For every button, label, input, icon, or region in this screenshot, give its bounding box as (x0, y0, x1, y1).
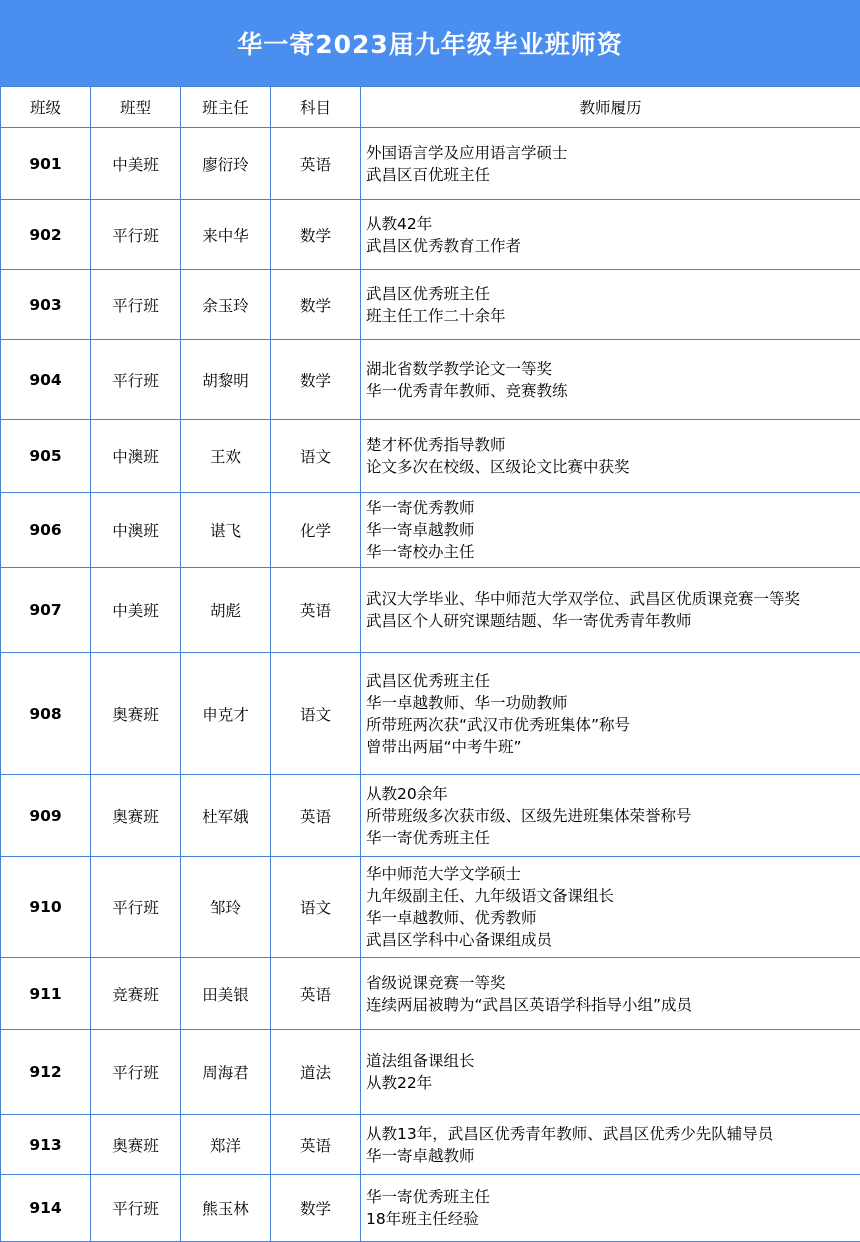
table-row (1, 420, 860, 493)
subject-cell: 语文 (271, 857, 361, 958)
type-cell: 平行班 (91, 1175, 181, 1242)
resume-line: 华一寄卓越教师 (366, 519, 856, 541)
class-cell: 906 (1, 493, 91, 568)
subject-cell: 语文 (271, 420, 361, 493)
teacher-cell: 胡彪 (181, 568, 271, 653)
teacher-cell: 杜军娥 (181, 775, 271, 857)
type-cell: 奥赛班 (91, 775, 181, 857)
resume-cell (361, 653, 860, 775)
header-class: 班级 (1, 87, 91, 128)
class-cell: 912 (1, 1030, 91, 1115)
resume-line: 省级说课竞赛一等奖 (366, 972, 856, 994)
resume-cell (361, 775, 860, 857)
table-row (1, 1115, 860, 1175)
type-cell: 中澳班 (91, 493, 181, 568)
type-cell: 平行班 (91, 1030, 181, 1115)
type-cell: 平行班 (91, 857, 181, 958)
type-cell: 中美班 (91, 128, 181, 200)
resume-line: 从教22年 (366, 1072, 856, 1094)
resume-line: 华一寄校办主任 (366, 541, 856, 563)
type-cell: 平行班 (91, 200, 181, 270)
table-row (1, 1175, 860, 1242)
resume-line: 楚才杯优秀指导教师 (366, 434, 856, 456)
resume-line: 华一优秀青年教师、竞赛教练 (366, 380, 856, 402)
resume-line: 道法组备课组长 (366, 1050, 856, 1072)
resume-line: 武昌区优秀班主任 (366, 670, 856, 692)
class-cell: 907 (1, 568, 91, 653)
subject-cell: 英语 (271, 958, 361, 1030)
type-cell: 中美班 (91, 568, 181, 653)
subject-cell: 数学 (271, 200, 361, 270)
class-cell: 901 (1, 128, 91, 200)
class-cell: 914 (1, 1175, 91, 1242)
header-type: 班型 (91, 87, 181, 128)
page-title-text: 华一寄2023届九年级毕业班师资 (237, 25, 623, 61)
resume-line: 武昌区学科中心备课组成员 (366, 929, 856, 951)
teacher-cell: 郑洋 (181, 1115, 271, 1175)
table-row (1, 1030, 860, 1115)
resume-line: 从教20余年 (366, 783, 856, 805)
type-cell: 奥赛班 (91, 1115, 181, 1175)
table-row (1, 270, 860, 340)
class-cell: 905 (1, 420, 91, 493)
resume-cell (361, 340, 860, 420)
resume-line: 华一寄卓越教师 (366, 1145, 856, 1167)
resume-line: 华一寄优秀班主任 (366, 827, 856, 849)
subject-cell: 数学 (271, 1175, 361, 1242)
class-cell: 904 (1, 340, 91, 420)
resume-line: 华一寄优秀班主任 (366, 1186, 856, 1208)
teacher-cell: 廖衍玲 (181, 128, 271, 200)
teacher-cell: 王欢 (181, 420, 271, 493)
table-row (1, 958, 860, 1030)
class-cell: 911 (1, 958, 91, 1030)
header-resume: 教师履历 (361, 87, 860, 128)
teacher-cell: 熊玉林 (181, 1175, 271, 1242)
subject-cell: 语文 (271, 653, 361, 775)
subject-cell: 英语 (271, 775, 361, 857)
subject-cell: 英语 (271, 1115, 361, 1175)
teacher-cell: 谌飞 (181, 493, 271, 568)
resume-line: 所带班级多次获市级、区级先进班集体荣誉称号 (366, 805, 856, 827)
resume-line: 从教42年 (366, 213, 856, 235)
class-cell: 909 (1, 775, 91, 857)
resume-line: 所带班两次获“武汉市优秀班集体”称号 (366, 714, 856, 736)
resume-line: 曾带出两届“中考牛班” (366, 736, 856, 758)
resume-line: 18年班主任经验 (366, 1208, 856, 1230)
resume-line: 武昌区百优班主任 (366, 164, 856, 186)
type-cell: 奥赛班 (91, 653, 181, 775)
resume-line: 华一寄优秀教师 (366, 497, 856, 519)
class-cell: 902 (1, 200, 91, 270)
table-row (1, 493, 860, 568)
resume-line: 武昌区优秀教育工作者 (366, 235, 856, 257)
subject-cell: 道法 (271, 1030, 361, 1115)
resume-cell (361, 128, 860, 200)
resume-line: 华中师范大学文学硕士 (366, 863, 856, 885)
type-cell: 平行班 (91, 270, 181, 340)
header-subject: 科目 (271, 87, 361, 128)
type-cell: 竞赛班 (91, 958, 181, 1030)
header-teacher: 班主任 (181, 87, 271, 128)
teacher-cell: 来中华 (181, 200, 271, 270)
resume-line: 从教13年，武昌区优秀青年教师、武昌区优秀少先队辅导员 (366, 1123, 856, 1145)
resume-cell (361, 958, 860, 1030)
table-row (1, 653, 860, 775)
resume-cell (361, 1030, 860, 1115)
teacher-cell: 申克才 (181, 653, 271, 775)
teacher-cell: 邹玲 (181, 857, 271, 958)
resume-line: 班主任工作二十余年 (366, 305, 856, 327)
page-title (0, 0, 860, 86)
subject-cell: 英语 (271, 568, 361, 653)
resume-cell (361, 1175, 860, 1242)
resume-line: 外国语言学及应用语言学硕士 (366, 142, 856, 164)
class-cell: 910 (1, 857, 91, 958)
resume-line: 连续两届被聘为“武昌区英语学科指导小组”成员 (366, 994, 856, 1016)
resume-cell (361, 420, 860, 493)
resume-cell (361, 568, 860, 653)
resume-line: 华一卓越教师、优秀教师 (366, 907, 856, 929)
teacher-table (0, 86, 860, 1242)
subject-cell: 数学 (271, 340, 361, 420)
resume-cell (361, 200, 860, 270)
resume-cell (361, 270, 860, 340)
teacher-cell: 田美银 (181, 958, 271, 1030)
resume-line: 武昌区优秀班主任 (366, 283, 856, 305)
table-row (1, 128, 860, 200)
table-row (1, 200, 860, 270)
resume-line: 武昌区个人研究课题结题、华一寄优秀青年教师 (366, 610, 856, 632)
subject-cell: 化学 (271, 493, 361, 568)
resume-line: 华一卓越教师、华一功勋教师 (366, 692, 856, 714)
teacher-cell: 胡黎明 (181, 340, 271, 420)
table-row (1, 857, 860, 958)
table-row (1, 775, 860, 857)
resume-line: 武汉大学毕业、华中师范大学双学位、武昌区优质课竞赛一等奖 (366, 588, 856, 610)
table-row (1, 568, 860, 653)
teacher-cell: 余玉玲 (181, 270, 271, 340)
resume-line: 论文多次在校级、区级论文比赛中获奖 (366, 456, 856, 478)
table-row (1, 340, 860, 420)
class-cell: 913 (1, 1115, 91, 1175)
resume-cell (361, 1115, 860, 1175)
subject-cell: 数学 (271, 270, 361, 340)
class-cell: 903 (1, 270, 91, 340)
type-cell: 平行班 (91, 340, 181, 420)
table-header-row (1, 87, 860, 128)
type-cell: 中澳班 (91, 420, 181, 493)
resume-cell (361, 493, 860, 568)
resume-line: 湖北省数学教学论文一等奖 (366, 358, 856, 380)
subject-cell: 英语 (271, 128, 361, 200)
teacher-cell: 周海君 (181, 1030, 271, 1115)
resume-line: 九年级副主任、九年级语文备课组长 (366, 885, 856, 907)
class-cell: 908 (1, 653, 91, 775)
resume-cell (361, 857, 860, 958)
